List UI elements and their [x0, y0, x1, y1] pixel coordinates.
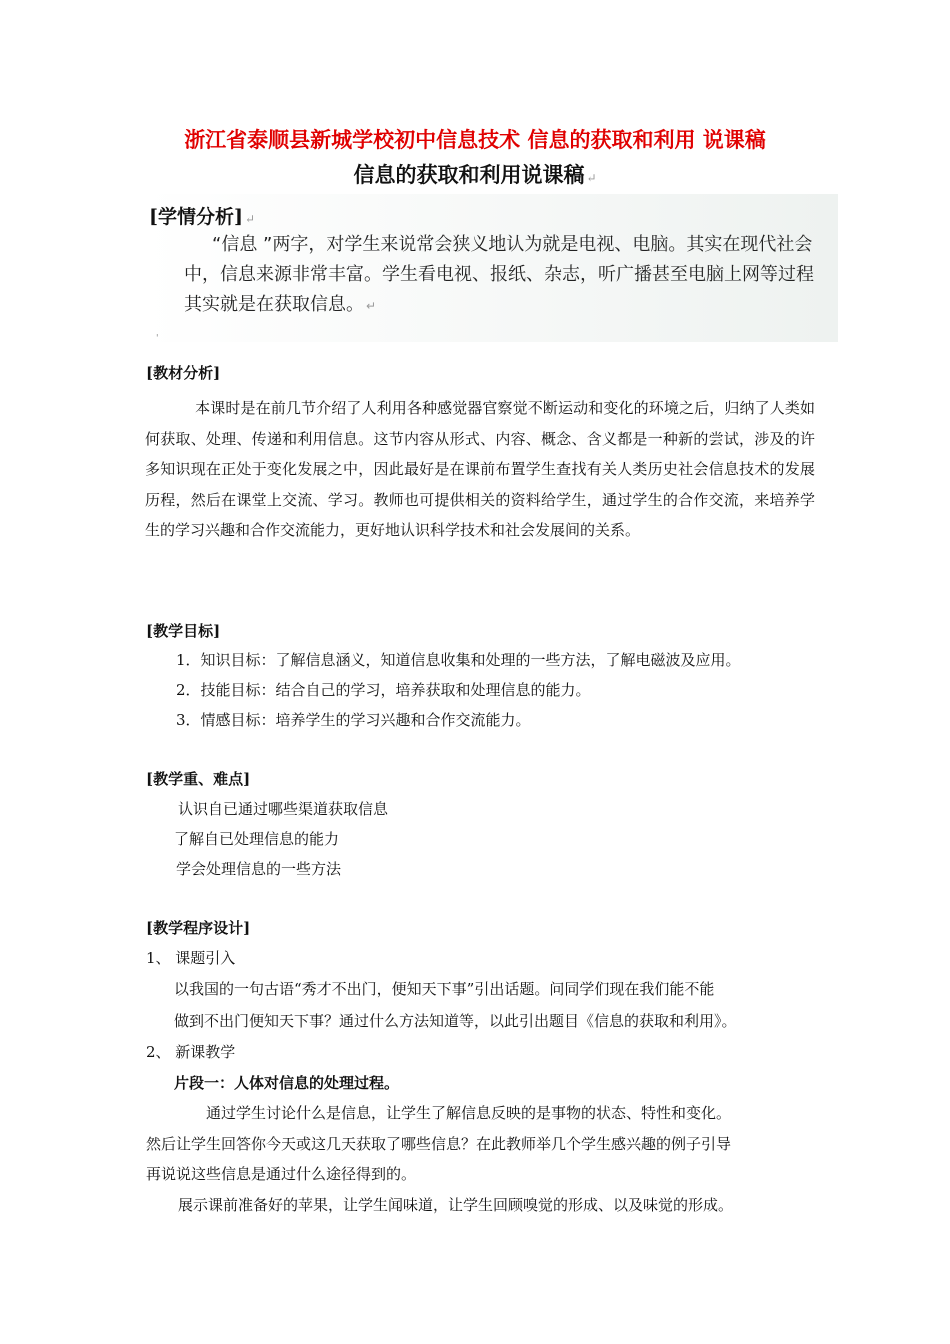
- paragraph-return-mark-icon: ↵: [366, 299, 377, 313]
- procedure-step-text: 做到不出门便知天下事？通过什么方法知道等，以此引出题目《信息的获取和利用》。: [174, 1012, 737, 1030]
- paragraph-return-mark-icon: ↵: [586, 171, 597, 185]
- procedure-step-title: 1、 课题引入: [146, 949, 236, 967]
- material-analysis-heading: [教材分析]: [146, 364, 221, 382]
- key-points-heading: [教学重、难点]: [146, 770, 251, 788]
- scan-artifact-mark-icon: ': [156, 334, 159, 344]
- teaching-goal-item: 1．知识目标：了解信息涵义，知道信息收集和处理的一些方法，了解电磁波及应用。: [176, 651, 741, 669]
- document-title: 浙江省泰顺县新城学校初中信息技术 信息的获取和利用 说课稿: [184, 127, 766, 152]
- key-point-item: 了解自已处理信息的能力: [174, 830, 340, 848]
- learner-analysis-heading: [149, 202, 255, 229]
- procedure-heading: [教学程序设计]: [146, 919, 251, 937]
- material-analysis-paragraph: [145, 393, 815, 546]
- learner-analysis-paragraph: [184, 230, 824, 321]
- segment-title: 片段一：人体对信息的处理过程。: [174, 1074, 400, 1092]
- teaching-goal-item: 3．情感目标：培养学生的学习兴趣和合作交流能力。: [176, 711, 531, 729]
- key-point-item: 学会处理信息的一些方法: [176, 860, 342, 878]
- learner-analysis-heading-text: [学情分析]: [149, 206, 243, 228]
- subtitle-text: 信息的获取和利用说课稿: [353, 162, 585, 187]
- teaching-goal-item: 2．技能目标：结合自己的学习，培养获取和处理信息的能力。: [176, 681, 591, 699]
- learner-analysis-scanned-block: [144, 194, 838, 342]
- learner-analysis-text: “信息 ”两字，对学生来说常会狭义地认为就是电视、电脑。其实在现代社会中，信息来源非常丰富。学生看电视、报纸、杂志，听广播甚至电脑上网等过程其实就是在获取信息。: [184, 234, 814, 315]
- document-subtitle: [0, 159, 950, 189]
- segment-text: 再说说这些信息是通过什么途径得到的。: [146, 1165, 417, 1183]
- material-analysis-text: 本课时是在前几节介绍了人利用各种感觉器官察觉不断运动和变化的环境之后，归纳了人类如何获取、处理、传递和利用信息。这节内容从形式、内容、概念、含义都是一种新的尝试，涉及的许多知识现在正处于变化发展之中，因此最好是在课前布置学生查找有关人类历史社会信息技术的发展历程，然后在课堂上交流、学习。教师也可提供相关的资料给学生，通过学生的合作交流，来培养学生的学习兴趣和合作交流能力，更好地认识科学技术和社会发展间的关系。: [145, 399, 815, 539]
- segment-text: 展示课前准备好的苹果，让学生闻味道，让学生回顾嗅觉的形成、以及味觉的形成。: [178, 1196, 734, 1214]
- procedure-step-title: 2、 新课教学: [146, 1043, 236, 1061]
- paragraph-return-mark-icon: ↵: [244, 212, 256, 226]
- segment-text: 然后让学生回答你今天或这几天获取了哪些信息？在此教师举几个学生感兴趣的例子引导: [146, 1135, 732, 1153]
- key-point-item: 认识自已通过哪些渠道获取信息: [178, 800, 389, 818]
- teaching-goals-heading: [教学目标]: [146, 622, 221, 640]
- procedure-step-text: 以我国的一句古语“秀才不出门，便知天下事”引出话题。问同学们现在我们能不能: [174, 980, 715, 998]
- segment-text: 通过学生讨论什么是信息，让学生了解信息反映的是事物的状态、特性和变化。: [206, 1104, 732, 1122]
